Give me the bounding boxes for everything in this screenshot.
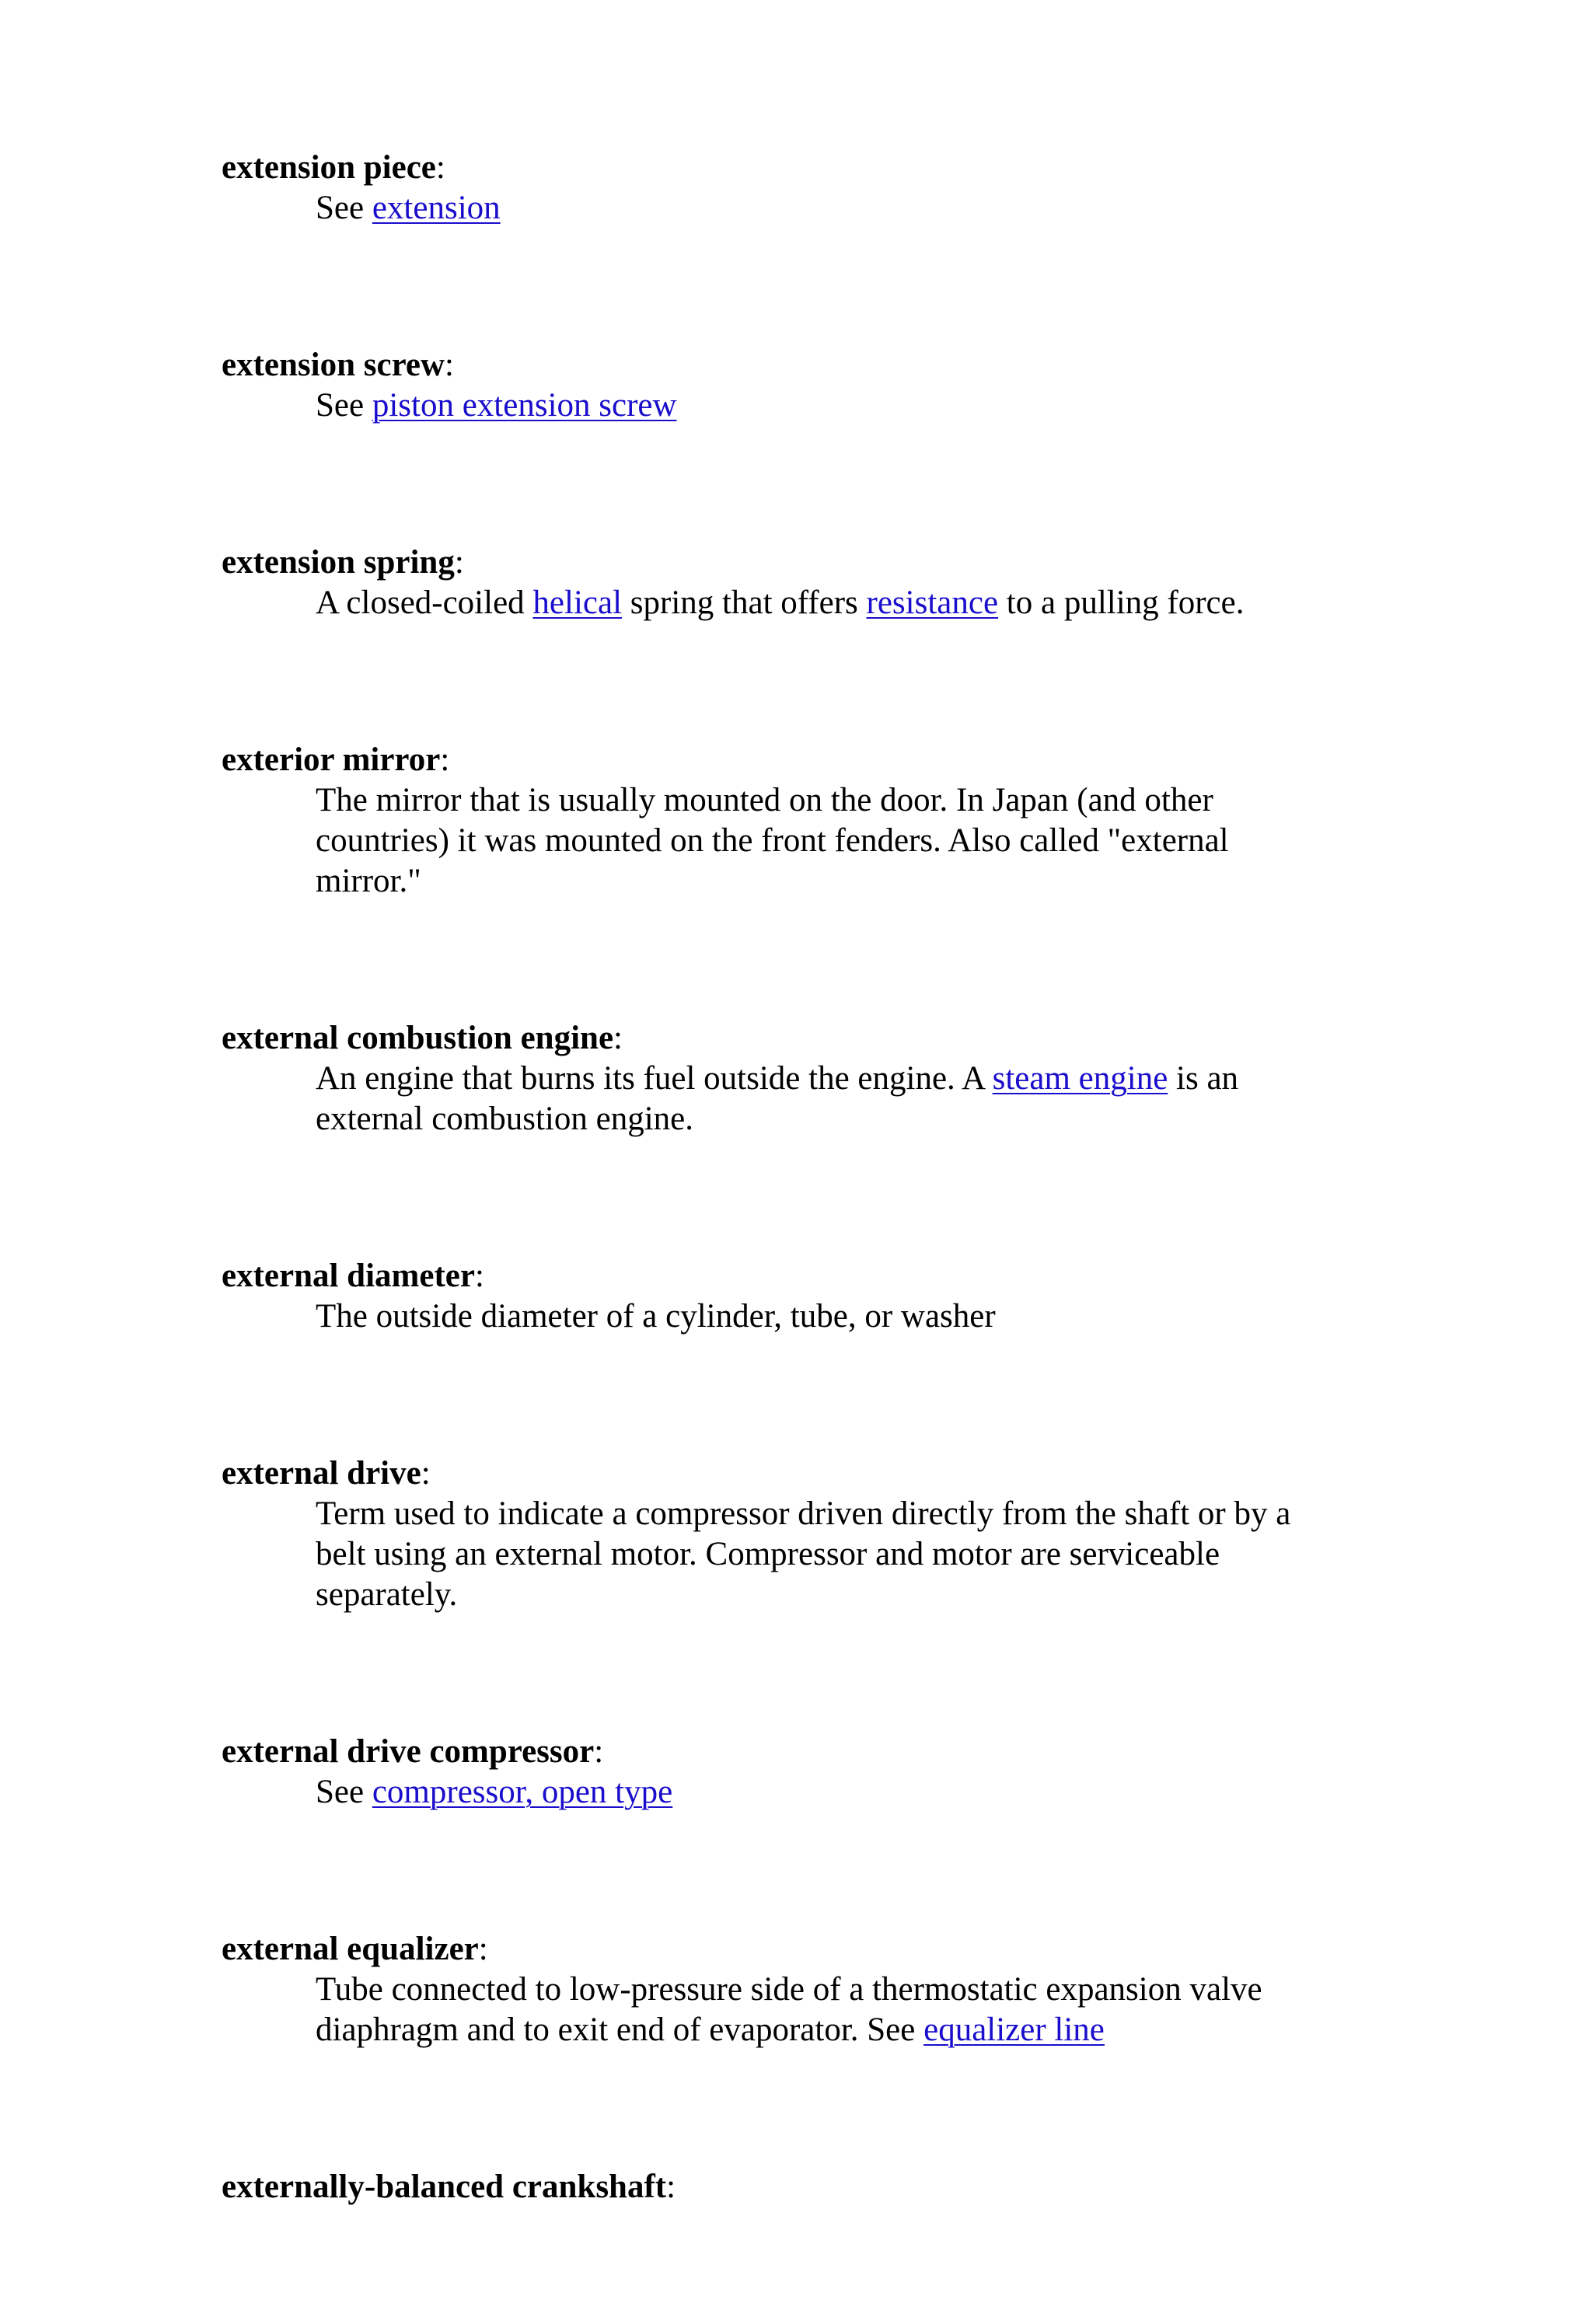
- definition-text: The mirror that is usually mounted on the door. In Japan (and other countries) it was mounted on the front fenders. Also called "external mirror.": [316, 782, 1229, 899]
- entry-term: external drive compressor:: [222, 1733, 604, 1770]
- glossary-entry: [222, 148, 1388, 229]
- glossary-entry: [222, 1732, 1388, 1813]
- link-resistance[interactable]: resistance: [866, 584, 999, 621]
- entry-definition: [316, 1296, 1342, 1337]
- definition-text: See: [316, 387, 372, 424]
- entry-definition: [316, 1494, 1342, 1615]
- definition-text: A closed-coiled: [316, 584, 533, 621]
- entry-term: externally-balanced crankshaft:: [222, 2169, 676, 2205]
- entry-definition: [316, 1772, 1342, 1813]
- entry-term: external drive:: [222, 1455, 431, 1492]
- link-helical[interactable]: helical: [532, 584, 623, 621]
- glossary-entry: [222, 1929, 1388, 2050]
- definition-text: See: [316, 1774, 372, 1810]
- definition-text: to a pulling force.: [998, 584, 1245, 621]
- term-text: external combustion engine: [222, 1020, 614, 1056]
- link-piston-extension-screw[interactable]: piston extension screw: [372, 387, 677, 424]
- entry-definition: [316, 1059, 1342, 1139]
- link-extension[interactable]: extension: [372, 190, 501, 226]
- term-text: external equalizer: [222, 1931, 479, 1967]
- entry-term: external equalizer:: [222, 1931, 488, 1967]
- glossary-entry: [222, 1256, 1388, 1337]
- term-text: external drive: [222, 1455, 421, 1492]
- term-text: exterior mirror: [222, 742, 441, 778]
- entry-term: external diameter:: [222, 1258, 484, 1294]
- term-text: external diameter: [222, 1258, 475, 1294]
- term-text: extension spring: [222, 544, 455, 581]
- link-steam-engine[interactable]: steam engine: [992, 1060, 1168, 1097]
- definition-text: An engine that burns its fuel outside the engine. A: [316, 1060, 993, 1097]
- term-text: externally-balanced crankshaft: [222, 2169, 667, 2205]
- entry-definition: [316, 780, 1342, 902]
- entry-term: extension screw:: [222, 347, 454, 383]
- glossary-entry: [222, 1453, 1388, 1615]
- entry-term: external combustion engine:: [222, 1020, 623, 1056]
- entry-definition: [316, 188, 1342, 229]
- glossary-entry: [222, 2167, 1388, 2207]
- entry-term: exterior mirror:: [222, 742, 450, 778]
- term-text: extension screw: [222, 347, 445, 383]
- glossary-entry: [222, 345, 1388, 426]
- entry-definition: [316, 583, 1342, 623]
- link-compressor-open-type[interactable]: compressor, open type: [372, 1774, 673, 1810]
- glossary-entry: [222, 740, 1388, 902]
- entry-definition: [316, 1970, 1342, 2050]
- definition-text: is an external combustion engine.: [316, 1060, 1239, 1137]
- definition-text: Tube connected to low-pressure side of a thermostatic expansion valve diaphragm and to exit end of evaporator. See: [316, 1971, 1262, 2048]
- glossary-entry: [222, 543, 1388, 623]
- glossary-entry: [222, 1018, 1388, 1139]
- glossary-list: [222, 148, 1388, 2207]
- definition-text: The outside diameter of a cylinder, tube, or washer: [316, 1298, 996, 1335]
- glossary: [222, 148, 1388, 2324]
- definition-text: spring that offers: [622, 584, 867, 621]
- term-text: extension piece: [222, 149, 436, 186]
- entry-term: extension piece:: [222, 149, 445, 186]
- entry-term: extension spring:: [222, 544, 464, 581]
- term-text: external drive compressor: [222, 1733, 595, 1770]
- entry-definition: [316, 386, 1342, 426]
- definition-text: See: [316, 190, 372, 226]
- definition-text: Term used to indicate a compressor driven directly from the shaft or by a belt using an external motor. Compressor and motor are serviceable separately.: [316, 1495, 1291, 1613]
- link-equalizer-line[interactable]: equalizer line: [923, 2012, 1105, 2048]
